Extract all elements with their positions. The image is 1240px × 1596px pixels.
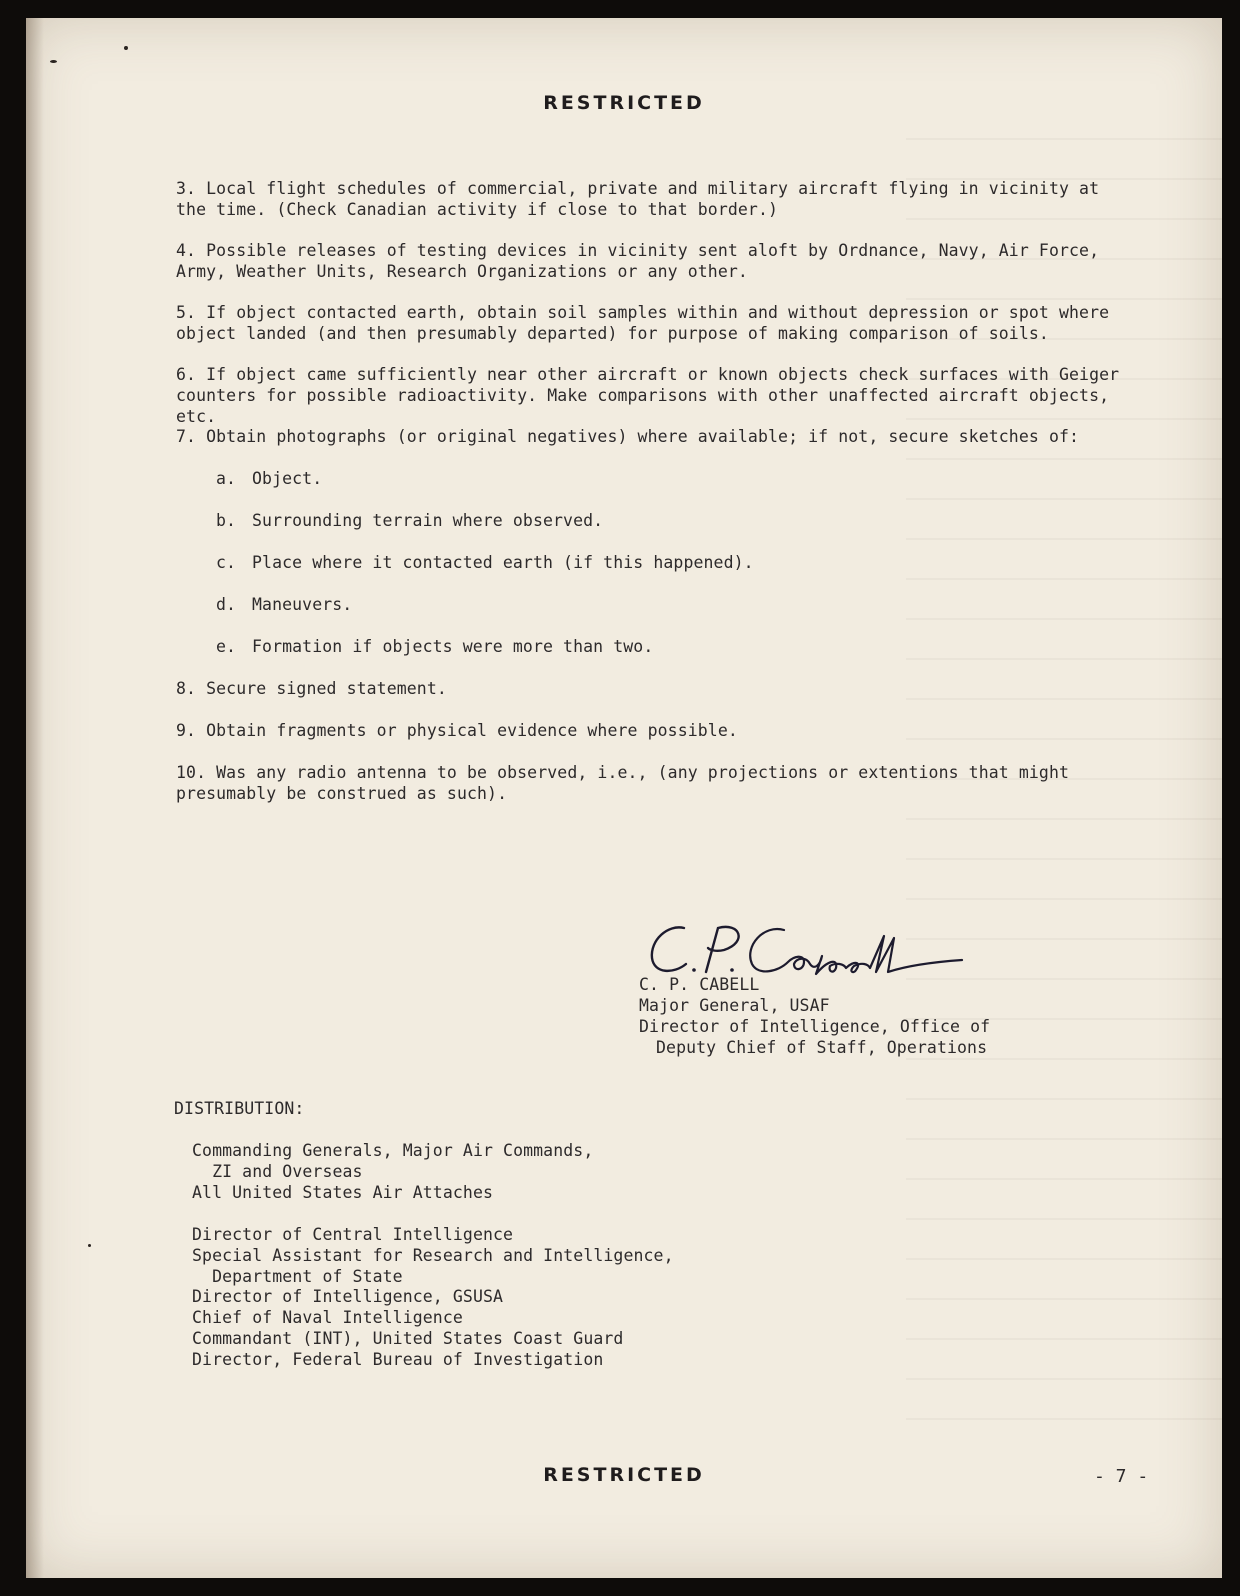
subitem-letter: c. <box>216 553 237 572</box>
paper-speck <box>50 60 57 63</box>
classification-header: RESTRICTED <box>543 92 705 114</box>
subitem-letter: d. <box>216 595 237 614</box>
distribution-line: Chief of Naval Intelligence <box>192 1308 463 1327</box>
item-9: 9. Obtain fragments or physical evidence where possible. <box>176 721 738 740</box>
distribution-line: Commanding Generals, Major Air Commands, <box>192 1141 594 1160</box>
item-3: 3. Local flight schedules of commercial, private and military aircraft flying in vicinity at the time. (Check Canadian activity if close to that border.) <box>176 179 1100 219</box>
item-4: 4. Possible releases of testing devices in vicinity sent aloft by Ordnance, Navy, Air Force, Army, Weather Units, Research Organizations or any other. <box>176 241 1100 281</box>
paper-speck <box>88 1244 91 1247</box>
item-8: 8. Secure signed statement. <box>176 679 447 698</box>
item-10: 10. Was any radio antenna to be observed, i.e., (any projections or extentions that might presumably be construed as such). <box>176 763 1070 803</box>
page-edge-shadow <box>26 18 44 1578</box>
subitem-e <box>216 636 653 657</box>
subitem-text: Place where it contacted earth (if this happened). <box>252 553 754 572</box>
subitem-text: Formation if objects were more than two. <box>252 637 654 656</box>
subitem-text: Maneuvers. <box>252 595 353 614</box>
distribution-line: Department of State <box>192 1267 403 1286</box>
classification-footer: RESTRICTED <box>543 1464 705 1486</box>
signature-rank: Major General, USAF <box>639 996 830 1015</box>
subitem-d <box>216 594 352 615</box>
distribution-line: Commandant (INT), United States Coast Guard <box>192 1329 624 1348</box>
signature-title-line1: Director of Intelligence, Office of <box>639 1017 991 1036</box>
distribution-line: Special Assistant for Research and Intelligence, <box>192 1246 674 1265</box>
signature-title-line2: Deputy Chief of Staff, Operations <box>656 1038 988 1057</box>
distribution-line: Director of Intelligence, GSUSA <box>192 1287 504 1306</box>
subitem-b <box>216 510 603 531</box>
subitem-letter: b. <box>216 511 237 530</box>
distribution-line: ZI and Overseas <box>192 1162 363 1181</box>
subitem-letter: a. <box>216 469 237 488</box>
subitem-letter: e. <box>216 637 237 656</box>
distribution-heading: DISTRIBUTION: <box>174 1099 305 1118</box>
document-page <box>26 18 1222 1578</box>
distribution-line: Director, Federal Bureau of Investigation <box>192 1350 604 1369</box>
signature-name: C. P. CABELL <box>639 975 760 994</box>
distribution-line: All United States Air Attaches <box>192 1183 494 1202</box>
distribution-line: Director of Central Intelligence <box>192 1225 514 1244</box>
paper-speck <box>124 46 128 50</box>
item-7: 7. Obtain photographs (or original negatives) where available; if not, secure sketches of: <box>176 427 1080 446</box>
subitem-text: Surrounding terrain where observed. <box>252 511 604 530</box>
subitem-c <box>216 552 754 573</box>
page-number: - 7 - <box>1094 1466 1149 1487</box>
subitem-text: Object. <box>252 469 323 488</box>
item-5: 5. If object contacted earth, obtain soil samples within and without depression or spot where object landed (and then presumably departed) for purpose of making comparison of soils. <box>176 303 1110 343</box>
subitem-a <box>216 468 322 489</box>
item-6: 6. If object came sufficiently near other aircraft or known objects check surfaces with Geiger counters for possible radioactivity. Make comparisons with other unaffected aircraft objects, etc. <box>176 365 1120 426</box>
